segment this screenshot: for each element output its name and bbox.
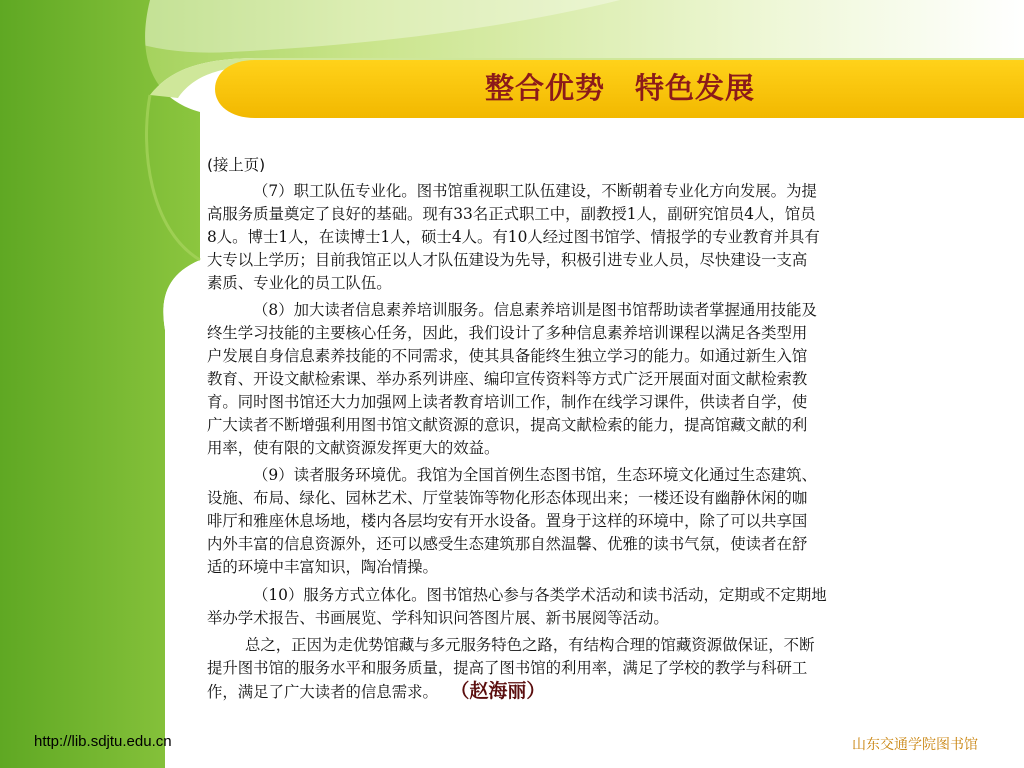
text-line: 作，满足了广大读者的信息需求。 [207,683,438,702]
text-line: （10）服务方式立体化。图书馆热心参与各类学术活动和读书活动，定期或不定期地 [253,585,827,604]
text-line: （9）读者服务环境优。我馆为全国首例生态图书馆，生态环境文化通过生态建筑、 [253,466,817,485]
text-line: 终生学习技能的主要核心任务，因此，我们设计了多种信息素养培训课程以满足各类型用 [207,324,808,343]
body-text [207,154,992,709]
paragraph-staff [207,180,992,295]
text-line: 适的环境中丰富知识，陶冶情操。 [207,558,438,576]
footer-library-name: 山东交通学院图书馆 [852,737,978,753]
text-line: 素质、专业化的员工队伍。 [207,273,392,292]
text-line: 内外丰富的信息资源外，还可以感受生态建筑那自然温馨、优雅的读书气氛，使读者在舒 [207,535,808,554]
paragraph-summary [207,634,992,704]
text-line: 提升图书馆的服务水平和服务质量，提高了图书馆的利用率，满足了学校的教学与科研工 [207,659,808,678]
text-line: 举办学术报告、书画展览、学科知识问答图片展、新书展阅等活动。 [207,608,669,627]
text-line: 户发展自身信息素养技能的不同需求，使其具备能终生独立学习的能力。如通过新生入馆 [207,347,808,366]
footer-url[interactable]: http://lib.sdjtu.edu.cn [34,733,172,750]
paragraph-training [207,299,992,459]
text-line: 8人。博士1人，在读博士1人，硕士4人。有10人经过图书馆学、情报学的专业教育并具有 [207,227,820,246]
text-line: 大专以上学历；目前我馆正以人才队伍建设为先导，积极引进专业人员，尽快建设一支高 [207,250,808,269]
text-line: 啡厅和雅座休息场地，楼内各层均安有开水设备。置身于这样的环境中，除了可以共享国 [207,512,808,531]
text-line: （8）加大读者信息素养培训服务。信息素养培训是图书馆帮助读者掌握通用技能及 [253,301,817,320]
text-line: 用率，使有限的文献资源发挥更大的效益。 [207,438,500,457]
text-line: 育。同时图书馆还大力加强网上读者教育培训工作，制作在线学习课件，供读者自学，使 [207,392,808,411]
text-line: 设施、布局、绿化、园林艺术、厅堂装饰等物化形态体现出来；一楼还设有幽静休闲的咖 [207,489,808,508]
text-line-with-author [207,680,992,704]
paragraph-environment [207,464,992,579]
text-line: 教育、开设文献检索课、举办系列讲座、编印宣传资料等方式广泛开展面对面文献检索教 [207,369,808,388]
text-line: （7）职工队伍专业化。图书馆重视职工队伍建设，不断朝着专业化方向发展。为提 [253,181,817,200]
continued-label: (接上页) [207,156,266,174]
author-name: （赵海丽） [459,680,546,703]
slide-title: 整合优势 特色发展 [484,71,755,105]
paragraph-services [207,584,992,630]
text-line: 广大读者不断增强利用图书馆文献资源的意识，提高文献检索的能力，提高馆藏文献的利 [207,415,808,434]
text-line: 总之，正因为走优势馆藏与多元服务特色之路，有结构合理的馆藏资源做保证，不断 [245,636,815,655]
text-line: 高服务质量奠定了良好的基础。现有33名正式职工中，副教授1人，副研究馆员4人，馆员 [207,204,816,223]
